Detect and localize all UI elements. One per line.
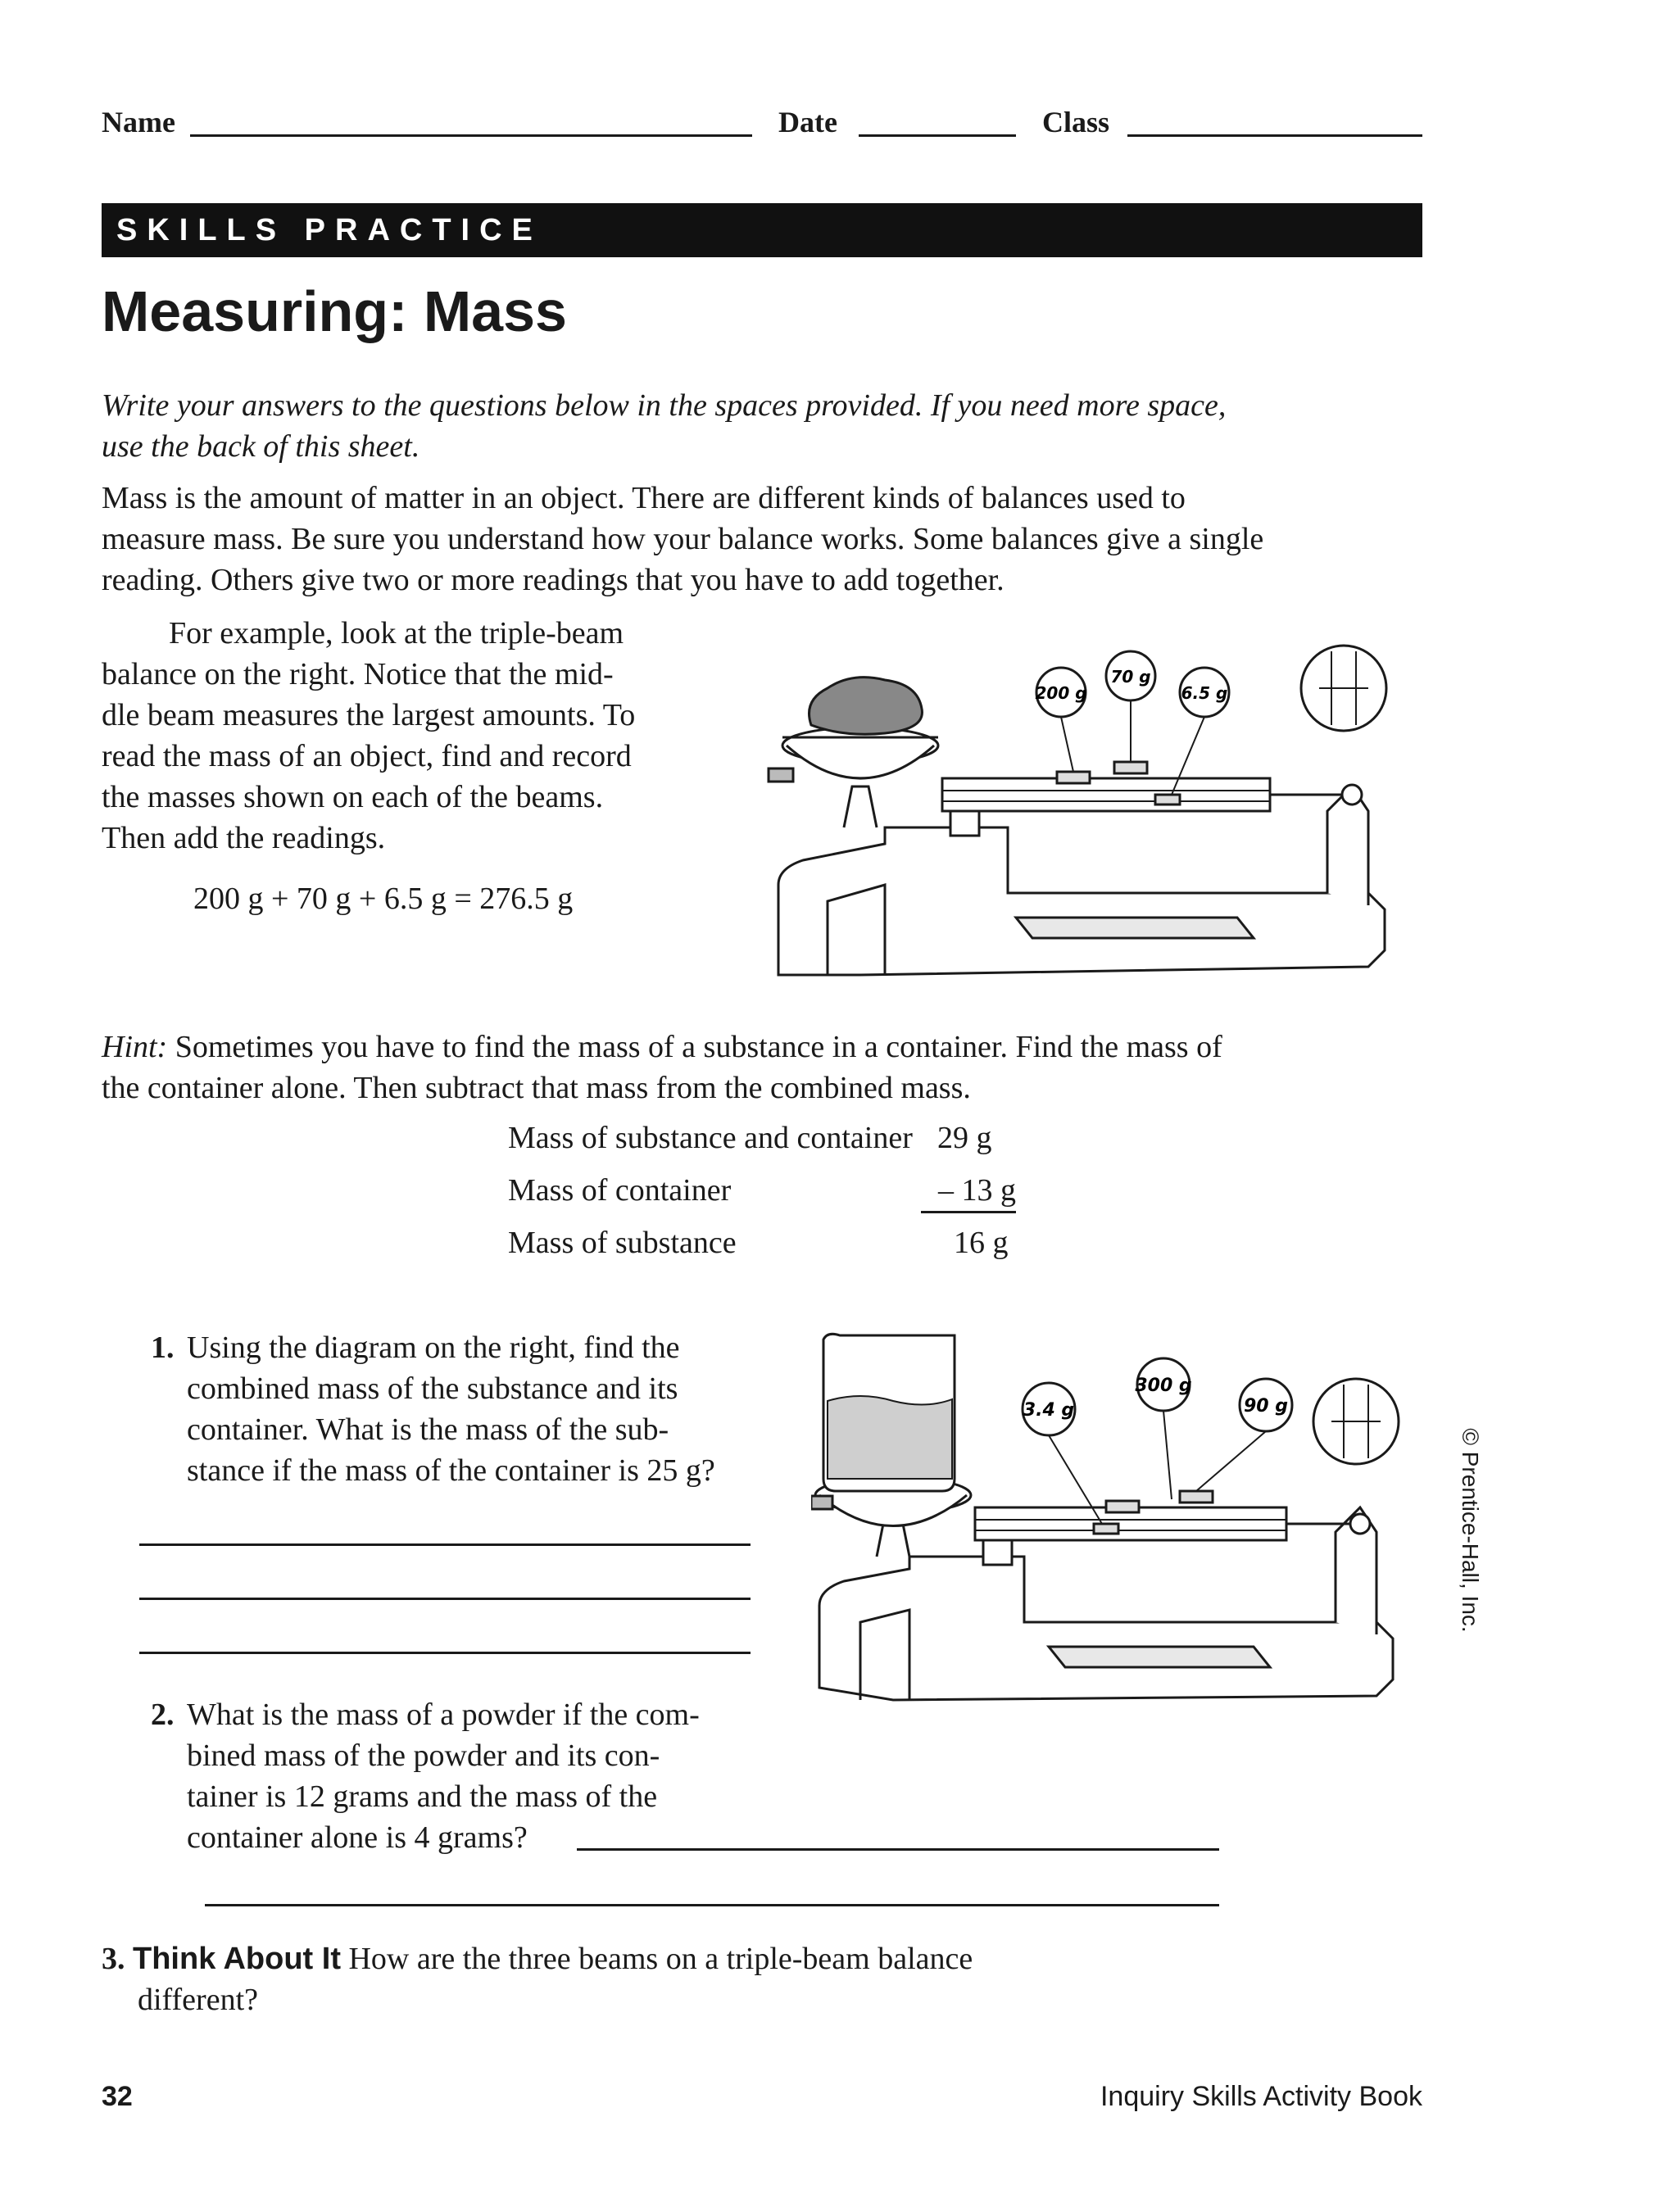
q1-answer-line[interactable] (139, 1652, 751, 1654)
q1-line: stance if the mass of the container is 25 g? (187, 1453, 715, 1488)
q2-answer-line[interactable] (577, 1848, 1219, 1851)
date-label: Date (778, 106, 837, 138)
callout-70g: 70 g (1110, 667, 1151, 687)
callout-6-5g: 6.5 g (1181, 683, 1228, 703)
date-field-line[interactable] (859, 134, 1016, 137)
skills-practice-banner: SKILLS PRACTICE (102, 203, 1422, 257)
callout-3-4g: 3.4 g (1023, 1400, 1075, 1421)
q1-number: 1. (151, 1330, 175, 1365)
q1-line: container. What is the mass of the sub- (187, 1412, 669, 1447)
subtraction-row-label: Mass of container (508, 1173, 732, 1208)
class-label: Class (1042, 106, 1110, 138)
q1-answer-line[interactable] (139, 1598, 751, 1600)
class-field-line[interactable] (1127, 134, 1422, 137)
q2-number: 2. (151, 1698, 175, 1732)
name-label: Name (102, 106, 175, 138)
q3-block (102, 1938, 973, 1979)
example-paragraph (102, 613, 708, 859)
name-field-line[interactable] (190, 134, 752, 137)
triple-beam-balance-figure-1 (762, 623, 1409, 999)
hint-label: Hint: (102, 1030, 168, 1064)
hint-paragraph (102, 1027, 1265, 1108)
q2-line: bined mass of the powder and its con- (187, 1738, 660, 1773)
q2-line: tainer is 12 grams and the mass of the (187, 1779, 658, 1814)
q2-line: What is the mass of a powder if the com- (187, 1698, 700, 1732)
q3-line: How are the three beams on a triple-beam balance (348, 1942, 973, 1976)
example-line: read the mass of an object, find and record (102, 739, 632, 773)
callout-90g: 90 g (1243, 1396, 1289, 1416)
book-title: Inquiry Skills Activity Book (1100, 2081, 1422, 2112)
q1-line: combined mass of the substance and its (187, 1371, 678, 1406)
example-line: For example, look at the triple-beam (169, 616, 624, 650)
q1-answer-line[interactable] (139, 1543, 751, 1546)
callout-200g: 200 g (1035, 683, 1087, 703)
hint-text: Sometimes you have to find the mass of a substance in a container. Find the mass of the container alone. Then subtract that mass from the combined mass. (102, 1030, 1222, 1105)
callout-300g: 300 g (1135, 1376, 1192, 1396)
q2-line: container alone is 4 grams? (187, 1820, 528, 1855)
subtraction-row-value: 29 g (937, 1121, 992, 1155)
copyright-notice: © Prentice-Hall, Inc. (1458, 1428, 1483, 1633)
instructions-text: Write your answers to the questions below in the spaces provided. If you need more space, use the back of this sheet. (102, 388, 1227, 464)
subtraction-row-value: – 13 g (921, 1170, 1016, 1213)
q2-answer-line[interactable] (205, 1904, 1219, 1906)
example-line: Then add the readings. (102, 821, 386, 855)
page-number: 32 (102, 2081, 133, 2112)
q1-text (187, 1327, 810, 1491)
q1-line: Using the diagram on the right, find the (187, 1330, 680, 1365)
q3-line: different? (138, 1983, 258, 2017)
subtraction-row-label: Mass of substance (508, 1226, 737, 1260)
q3-number: 3. (102, 1942, 125, 1976)
example-line: balance on the right. Notice that the mid- (102, 657, 614, 691)
example-line: the masses shown on each of the beams. (102, 780, 604, 814)
example-equation: 200 g + 70 g + 6.5 g = 276.5 g (193, 882, 574, 916)
intro-paragraph: Mass is the amount of matter in an object. There are different kinds of balances used to measure mass. Be sure you understand how your balance works. Some balances give a single reading. Others give two or more readings that you have to add together. (102, 481, 1264, 597)
q2-text (187, 1694, 810, 1858)
subtraction-row-label: Mass of substance and container (508, 1121, 913, 1155)
page-title: Measuring: Mass (102, 279, 567, 343)
subtraction-row-value: 16 g (954, 1226, 1009, 1260)
q3-heading: Think About It (133, 1942, 341, 1976)
example-line: dle beam measures the largest amounts. To (102, 698, 636, 732)
triple-beam-balance-figure-2 (811, 1327, 1417, 1712)
